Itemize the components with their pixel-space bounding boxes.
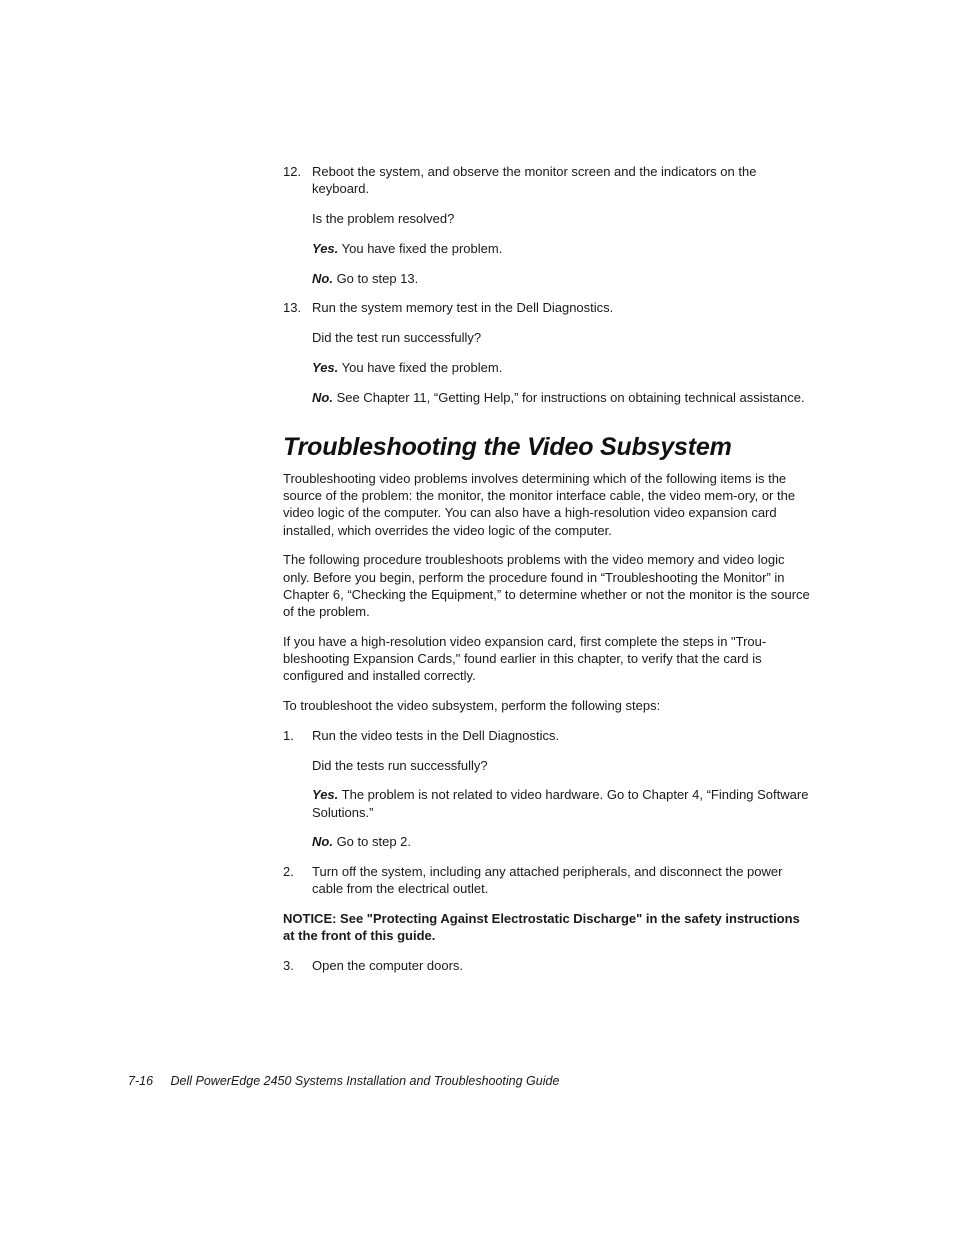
yes-answer: Yes. You have fixed the problem.: [312, 359, 503, 375]
step-question: Did the tests run successfully?: [312, 757, 488, 773]
step-2: [283, 863, 813, 897]
footer-title: Dell PowerEdge 2450 Systems Installation and Troubleshooting Guide: [170, 1074, 560, 1088]
page-footer: [128, 1074, 559, 1088]
section-title: Troubleshooting the Video Subsystem: [283, 432, 732, 461]
page-number: 7-16: [128, 1074, 154, 1088]
paragraph: If you have a high-resolution video expansion card, first complete the steps in "Trou-bleshooting Expansion Cards," found earlier in this chapter, to verify that the card is configured and installed correctly.: [283, 633, 767, 684]
yes-answer: Yes. You have fixed the problem.: [312, 240, 503, 256]
step-number: 1.: [283, 727, 294, 743]
step-text: Open the computer doors.: [312, 958, 464, 974]
step-number: 12.: [283, 164, 302, 179]
no-answer: No. Go to step 13.: [312, 270, 419, 286]
yes-answer: Yes. The problem is not related to video hardware. Go to Chapter 4, “Finding Software Solutions.”: [312, 787, 809, 820]
step-text: Reboot the system, and observe the monitor screen and the indicators on the keyboard.: [312, 164, 757, 197]
step-text: Run the video tests in the Dell Diagnostics.: [312, 727, 560, 743]
step-13: [283, 299, 813, 316]
step-1: [283, 727, 813, 744]
paragraph: The following procedure troubleshoots problems with the video memory and video logic only. Before you begin, perform the procedure found in “Troubleshooting the Monitor” in Chapter 6, “Checking the Equipment,” to determine whether or not the monitor is the source of the problem.: [283, 552, 810, 619]
step-text: Run the system memory test in the Dell Diagnostics.: [312, 300, 614, 316]
step-question: Is the problem resolved?: [312, 211, 455, 226]
no-answer: No. Go to step 2.: [312, 834, 411, 850]
notice: NOTICE: See "Protecting Against Electrostatic Discharge" in the safety instructions at the front of this guide.: [283, 911, 800, 944]
step-number: 13.: [283, 300, 302, 316]
step-number: 2.: [283, 864, 294, 880]
paragraph: To troubleshoot the video subsystem, perform the following steps:: [283, 698, 661, 713]
no-answer: No. See Chapter 11, “Getting Help,” for instructions on obtaining technical assistance.: [312, 389, 805, 405]
step-text: Turn off the system, including any attached peripherals, and disconnect the power cable from the electrical outlet.: [312, 864, 783, 897]
step-3: [283, 957, 813, 974]
step-number: 3.: [283, 958, 294, 974]
paragraph: Troubleshooting video problems involves determining which of the following items is the source of the problem: the monitor, the monitor interface cable, the video mem-ory, or the video logic of the computer. You can also have a high-resolution video expansion card installed, which overrides the video logic of the computer.: [283, 470, 796, 538]
page-content: [283, 163, 813, 987]
step-12: [283, 163, 813, 197]
step-question: Did the test run successfully?: [312, 330, 482, 346]
